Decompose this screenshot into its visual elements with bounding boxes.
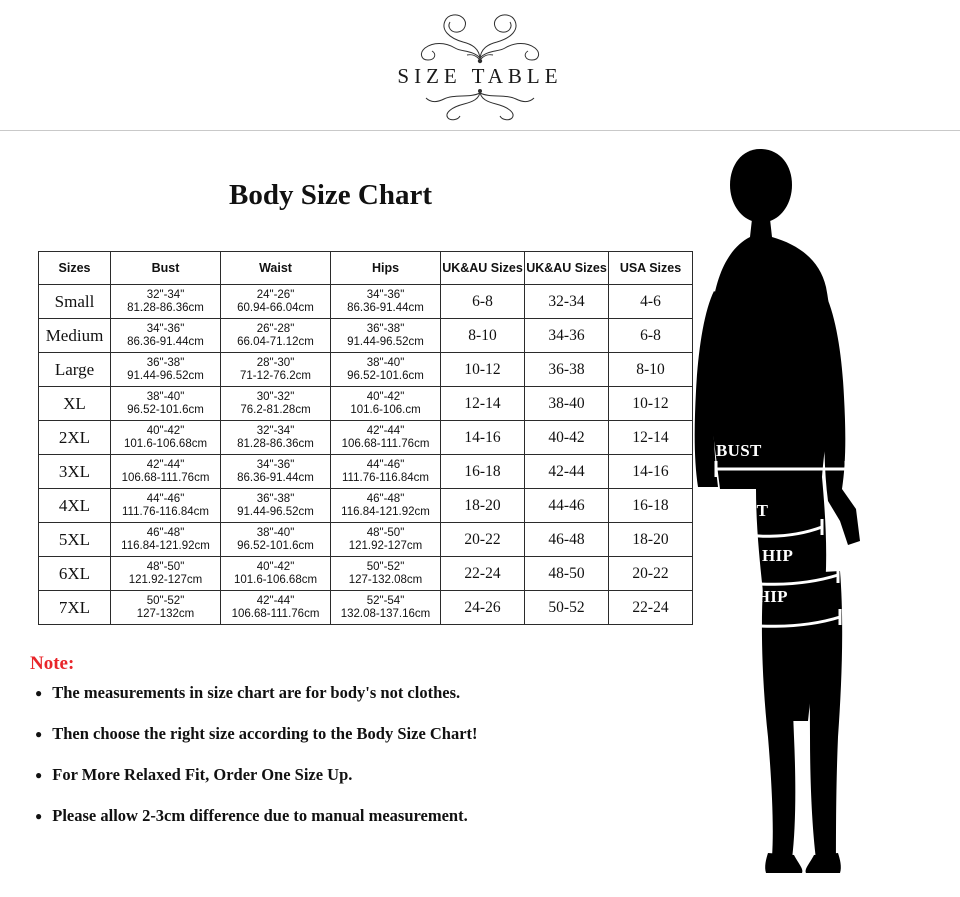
cell-bust-cm: 81.28-86.36cm [127,301,204,314]
cell-hips-cm: 96.52-101.6cm [347,369,424,382]
cell-hips [331,421,441,455]
cell-waist-inches: 36"-38" [256,492,295,505]
cell-bust-inches: 48"-50" [146,560,185,573]
list-item [30,765,670,786]
cell-size: 3XL [39,455,111,489]
cell-waist [221,387,331,421]
cell-size: 7XL [39,591,111,625]
cell-bust [111,421,221,455]
cell-usa: 12-14 [609,421,693,455]
cell-bust [111,387,221,421]
note-text: For More Relaxed Fit, Order One Size Up. [52,765,353,784]
note-text: Then choose the right size according to the Body Size Chart! [52,724,478,743]
cell-bust-inches: 36"-38" [146,356,185,369]
cell-hips-inches: 46"-48" [366,492,405,505]
cell-waist-cm: 71-12-76.2cm [240,369,311,382]
note-list [30,683,670,847]
cell-size: 2XL [39,421,111,455]
table-row [39,455,693,489]
table-row [39,489,693,523]
cell-hips-cm: 111.76-116.84cm [342,471,429,484]
cell-size: 4XL [39,489,111,523]
note-heading: Note: [30,653,75,674]
cell-hips [331,387,441,421]
label-high-hip: HIGH HIP [710,546,794,565]
cell-ukau-1: 16-18 [441,455,525,489]
cell-bust [111,591,221,625]
cell-ukau-1: 10-12 [441,353,525,387]
cell-bust-cm: 96.52-101.6cm [127,403,204,416]
col-header-hips: Hips [331,252,441,285]
cell-hips-inches: 36"-38" [366,322,405,335]
cell-bust [111,557,221,591]
cell-waist-inches: 30"-32" [256,390,295,403]
cell-usa: 14-16 [609,455,693,489]
col-header-ukau-1: UK&AU Sizes [441,252,525,285]
cell-hips [331,319,441,353]
note-text: Please allow 2-3cm difference due to manual measurement. [52,806,468,825]
cell-hips [331,353,441,387]
cell-bust-inches: 40"-42" [146,424,185,437]
bullet-icon: ● [35,809,43,823]
cell-bust-inches: 46"-48" [146,526,185,539]
page-header [0,0,960,131]
cell-size: 6XL [39,557,111,591]
cell-hips [331,591,441,625]
cell-waist-inches: 42"-44" [256,594,295,607]
cell-waist-cm: 106.68-111.76cm [231,607,320,620]
cell-bust-cm: 101.6-106.68cm [123,437,208,450]
list-item [30,683,670,704]
cell-hips-cm: 101.6-106.cm [350,403,421,416]
cell-hips [331,557,441,591]
col-header-bust: Bust [111,252,221,285]
cell-bust-cm: 116.84-121.92cm [121,539,210,552]
cell-waist [221,455,331,489]
cell-usa: 10-12 [609,387,693,421]
label-bust: BUST [716,441,762,460]
cell-ukau-2: 34-36 [525,319,609,353]
table-row [39,557,693,591]
cell-waist-cm: 60.94-66.04cm [237,301,314,314]
cell-ukau-1: 24-26 [441,591,525,625]
cell-hips-cm: 127-132.08cm [348,573,423,586]
cell-ukau-1: 20-22 [441,523,525,557]
cell-bust-cm: 127-132cm [136,607,195,620]
cell-bust-inches: 38"-40" [146,390,185,403]
cell-ukau-2: 50-52 [525,591,609,625]
cell-bust-cm: 121.92-127cm [128,573,203,586]
cell-size: Large [39,353,111,387]
cell-hips-inches: 50"-52" [366,560,405,573]
header-inner [0,8,960,125]
bullet-icon: ● [35,686,43,700]
cell-waist [221,523,331,557]
label-waist: WAIST [712,501,769,520]
cell-hips-cm: 86.36-91.44cm [347,301,424,314]
table-row [39,421,693,455]
cell-waist-cm: 66.04-71.12cm [237,335,314,348]
cell-ukau-2: 32-34 [525,285,609,319]
cell-hips-inches: 42"-44" [366,424,405,437]
col-header-ukau-2: UK&AU Sizes [525,252,609,285]
cell-hips [331,285,441,319]
cell-waist [221,353,331,387]
cell-bust-inches: 42"-44" [146,458,185,471]
cell-bust-inches: 50"-52" [146,594,185,607]
table-header-row [39,252,693,285]
table-row [39,319,693,353]
cell-ukau-1: 18-20 [441,489,525,523]
cell-hips-cm: 91.44-96.52cm [347,335,424,348]
cell-hips-inches: 48"-50" [366,526,405,539]
cell-waist [221,421,331,455]
cell-ukau-2: 48-50 [525,557,609,591]
bullet-icon: ● [35,768,43,782]
table-row [39,591,693,625]
cell-waist-cm: 91.44-96.52cm [237,505,314,518]
cell-hips-inches: 40"-42" [366,390,405,403]
ornament-top-icon [375,8,585,70]
col-header-usa: USA Sizes [609,252,693,285]
bullet-icon: ● [35,727,43,741]
col-header-sizes: Sizes [39,252,111,285]
list-item [30,724,670,745]
cell-waist-cm: 86.36-91.44cm [237,471,314,484]
cell-size: Medium [39,319,111,353]
label-low-hip: LOW HIP [710,587,788,606]
cell-waist-inches: 28"-30" [256,356,295,369]
cell-waist-inches: 38"-40" [256,526,295,539]
cell-bust-inches: 44"-46" [146,492,185,505]
cell-ukau-2: 38-40 [525,387,609,421]
cell-ukau-1: 6-8 [441,285,525,319]
table-row [39,285,693,319]
cell-bust [111,353,221,387]
ornament-bottom-icon [390,85,570,125]
cell-waist-inches: 26"-28" [256,322,295,335]
cell-size: 5XL [39,523,111,557]
cell-usa: 22-24 [609,591,693,625]
table-row [39,523,693,557]
page-content [0,131,960,897]
cell-waist-cm: 76.2-81.28cm [240,403,311,416]
chart-heading: Body Size Chart [229,179,432,211]
female-silhouette-icon [660,141,960,881]
cell-hips [331,523,441,557]
cell-hips [331,455,441,489]
table-row [39,387,693,421]
cell-waist-cm: 96.52-101.6cm [237,539,314,552]
cell-waist [221,285,331,319]
cell-hips-inches: 38"-40" [366,356,405,369]
list-item [30,806,670,827]
cell-ukau-1: 8-10 [441,319,525,353]
cell-waist [221,591,331,625]
note-text: The measurements in size chart are for body's not clothes. [52,683,461,702]
cell-ukau-2: 36-38 [525,353,609,387]
cell-usa: 18-20 [609,523,693,557]
cell-waist-inches: 40"-42" [256,560,295,573]
cell-hips-cm: 106.68-111.76cm [341,437,430,450]
cell-hips-cm: 121.92-127cm [348,539,423,552]
cell-waist [221,319,331,353]
cell-bust [111,285,221,319]
cell-waist [221,557,331,591]
cell-bust [111,523,221,557]
cell-hips-inches: 34"-36" [366,288,405,301]
cell-hips-inches: 52"-54" [366,594,405,607]
cell-waist-cm: 81.28-86.36cm [237,437,314,450]
cell-ukau-1: 14-16 [441,421,525,455]
cell-ukau-1: 12-14 [441,387,525,421]
body-figure [670,131,960,897]
cell-usa: 20-22 [609,557,693,591]
cell-bust-cm: 111.76-116.84cm [122,505,209,518]
cell-hips-inches: 44"-46" [366,458,405,471]
cell-bust [111,455,221,489]
cell-size: Small [39,285,111,319]
cell-waist-cm: 101.6-106.68cm [233,573,318,586]
cell-bust [111,489,221,523]
cell-ukau-2: 40-42 [525,421,609,455]
cell-usa: 8-10 [609,353,693,387]
cell-usa: 16-18 [609,489,693,523]
cell-hips-cm: 116.84-121.92cm [341,505,430,518]
cell-bust-inches: 34"-36" [146,322,185,335]
cell-bust [111,319,221,353]
cell-hips [331,489,441,523]
cell-bust-inches: 32"-34" [146,288,185,301]
cell-ukau-2: 46-48 [525,523,609,557]
body-size-table [38,251,693,625]
cell-bust-cm: 106.68-111.76cm [121,471,210,484]
cell-waist-inches: 34"-36" [256,458,295,471]
page-title: SIZE TABLE [397,64,563,88]
table-row [39,353,693,387]
cell-usa: 4-6 [609,285,693,319]
cell-bust-cm: 91.44-96.52cm [127,369,204,382]
cell-waist-inches: 32"-34" [256,424,295,437]
cell-hips-cm: 132.08-137.16cm [340,607,431,620]
col-header-waist: Waist [221,252,331,285]
cell-ukau-2: 42-44 [525,455,609,489]
cell-size: XL [39,387,111,421]
cell-waist [221,489,331,523]
cell-usa: 6-8 [609,319,693,353]
cell-ukau-1: 22-24 [441,557,525,591]
cell-ukau-2: 44-46 [525,489,609,523]
cell-waist-inches: 24"-26" [256,288,295,301]
cell-bust-cm: 86.36-91.44cm [127,335,204,348]
